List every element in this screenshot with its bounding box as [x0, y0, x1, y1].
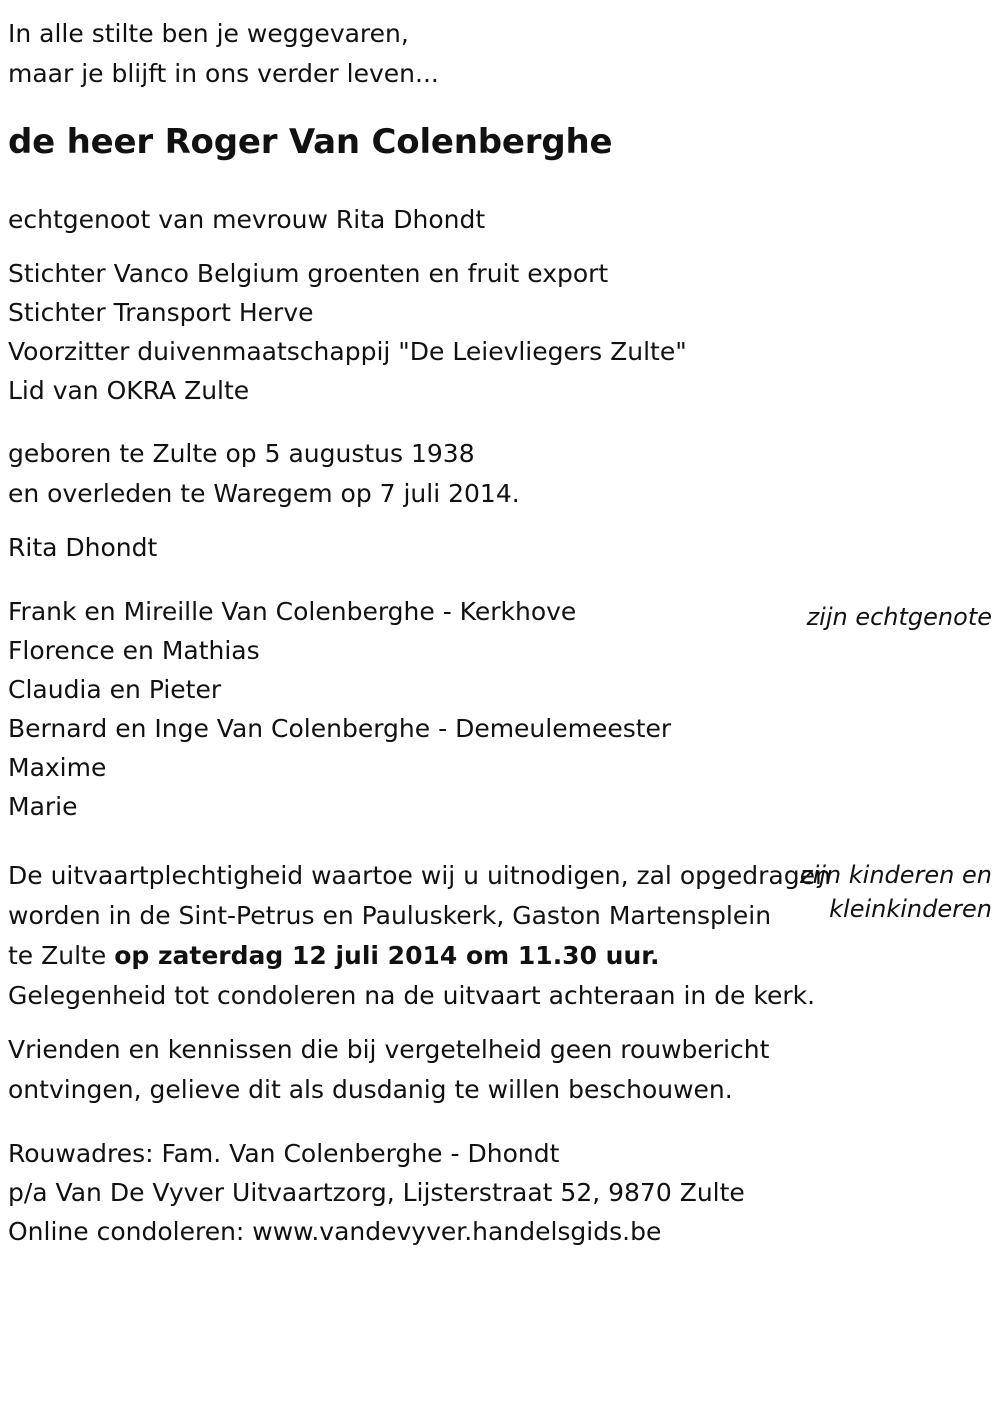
- ceremony-place-prefix: te Zulte: [8, 941, 115, 970]
- opening-line-2: maar je blijft in ons verder leven...: [8, 59, 439, 88]
- notice-to-friends: [8, 1030, 992, 1110]
- family-member: Florence en Mathias: [8, 636, 260, 665]
- spacer: [8, 1016, 992, 1030]
- family-member: Marie: [8, 792, 78, 821]
- spacer: [8, 240, 992, 254]
- ceremony-line-1: De uitvaartplechtigheid waartoe wij u uitnodigen, zal opgedragen: [8, 861, 831, 890]
- title-item: Voorzitter duivenmaatschappij "De Leievliegers Zulte": [8, 337, 687, 366]
- spouse-line: echtgenoot van mevrouw Rita Dhondt: [8, 205, 486, 234]
- mourning-address: [8, 1134, 992, 1251]
- spacer: [8, 568, 992, 592]
- address-line-3: Online condoleren: www.vandevyver.handelsgids.be: [8, 1217, 662, 1246]
- ceremony-datetime: op zaterdag 12 juli 2014 om 11.30 uur.: [114, 941, 660, 970]
- family-member: Maxime: [8, 753, 107, 782]
- title-item: Stichter Transport Herve: [8, 298, 314, 327]
- family-role-label: zijn kinderen en kleinkinderen: [800, 861, 992, 923]
- titles-list: [8, 254, 992, 410]
- opening-verse: [8, 14, 992, 94]
- deceased-name: de heer Roger Van Colenberghe: [8, 122, 613, 162]
- death-line: en overleden te Waregem op 7 juli 2014.: [8, 479, 520, 508]
- condolence-line: Gelegenheid tot condoleren na de uitvaart achteraan in de kerk.: [8, 981, 816, 1010]
- family-member: Frank en Mireille Van Colenberghe - Kerkhove: [8, 597, 577, 626]
- spacer: [8, 826, 992, 856]
- spacer: [8, 186, 992, 200]
- ceremony-line-3: [8, 936, 992, 976]
- spacer: [8, 514, 992, 528]
- ceremony-line-2: worden in de Sint-Petrus en Pauluskerk, Gaston Martensplein: [8, 901, 772, 930]
- notice-line-2: ontvingen, gelieve dit als dusdanig te willen beschouwen.: [8, 1075, 733, 1104]
- opening-line-1: In alle stilte ben je weggevaren,: [8, 19, 409, 48]
- spacer: [8, 1110, 992, 1134]
- title-item: Stichter Vanco Belgium groenten en fruit export: [8, 259, 609, 288]
- birth-line: geboren te Zulte op 5 augustus 1938: [8, 439, 475, 468]
- notice-line-1: Vrienden en kennissen die bij vergetelheid geen rouwbericht: [8, 1035, 770, 1064]
- spacer: [8, 410, 992, 434]
- address-line-1: Rouwadres: Fam. Van Colenberghe - Dhondt: [8, 1139, 560, 1168]
- widow-role-label: zijn echtgenote: [806, 603, 992, 631]
- title-item: Lid van OKRA Zulte: [8, 376, 250, 405]
- family-member: Claudia en Pieter: [8, 675, 222, 704]
- family-member: Bernard en Inge Van Colenberghe - Demeulemeester: [8, 714, 672, 743]
- address-line-2: p/a Van De Vyver Uitvaartzorg, Lijsterstraat 52, 9870 Zulte: [8, 1178, 745, 1207]
- widow-name: Rita Dhondt: [8, 533, 158, 562]
